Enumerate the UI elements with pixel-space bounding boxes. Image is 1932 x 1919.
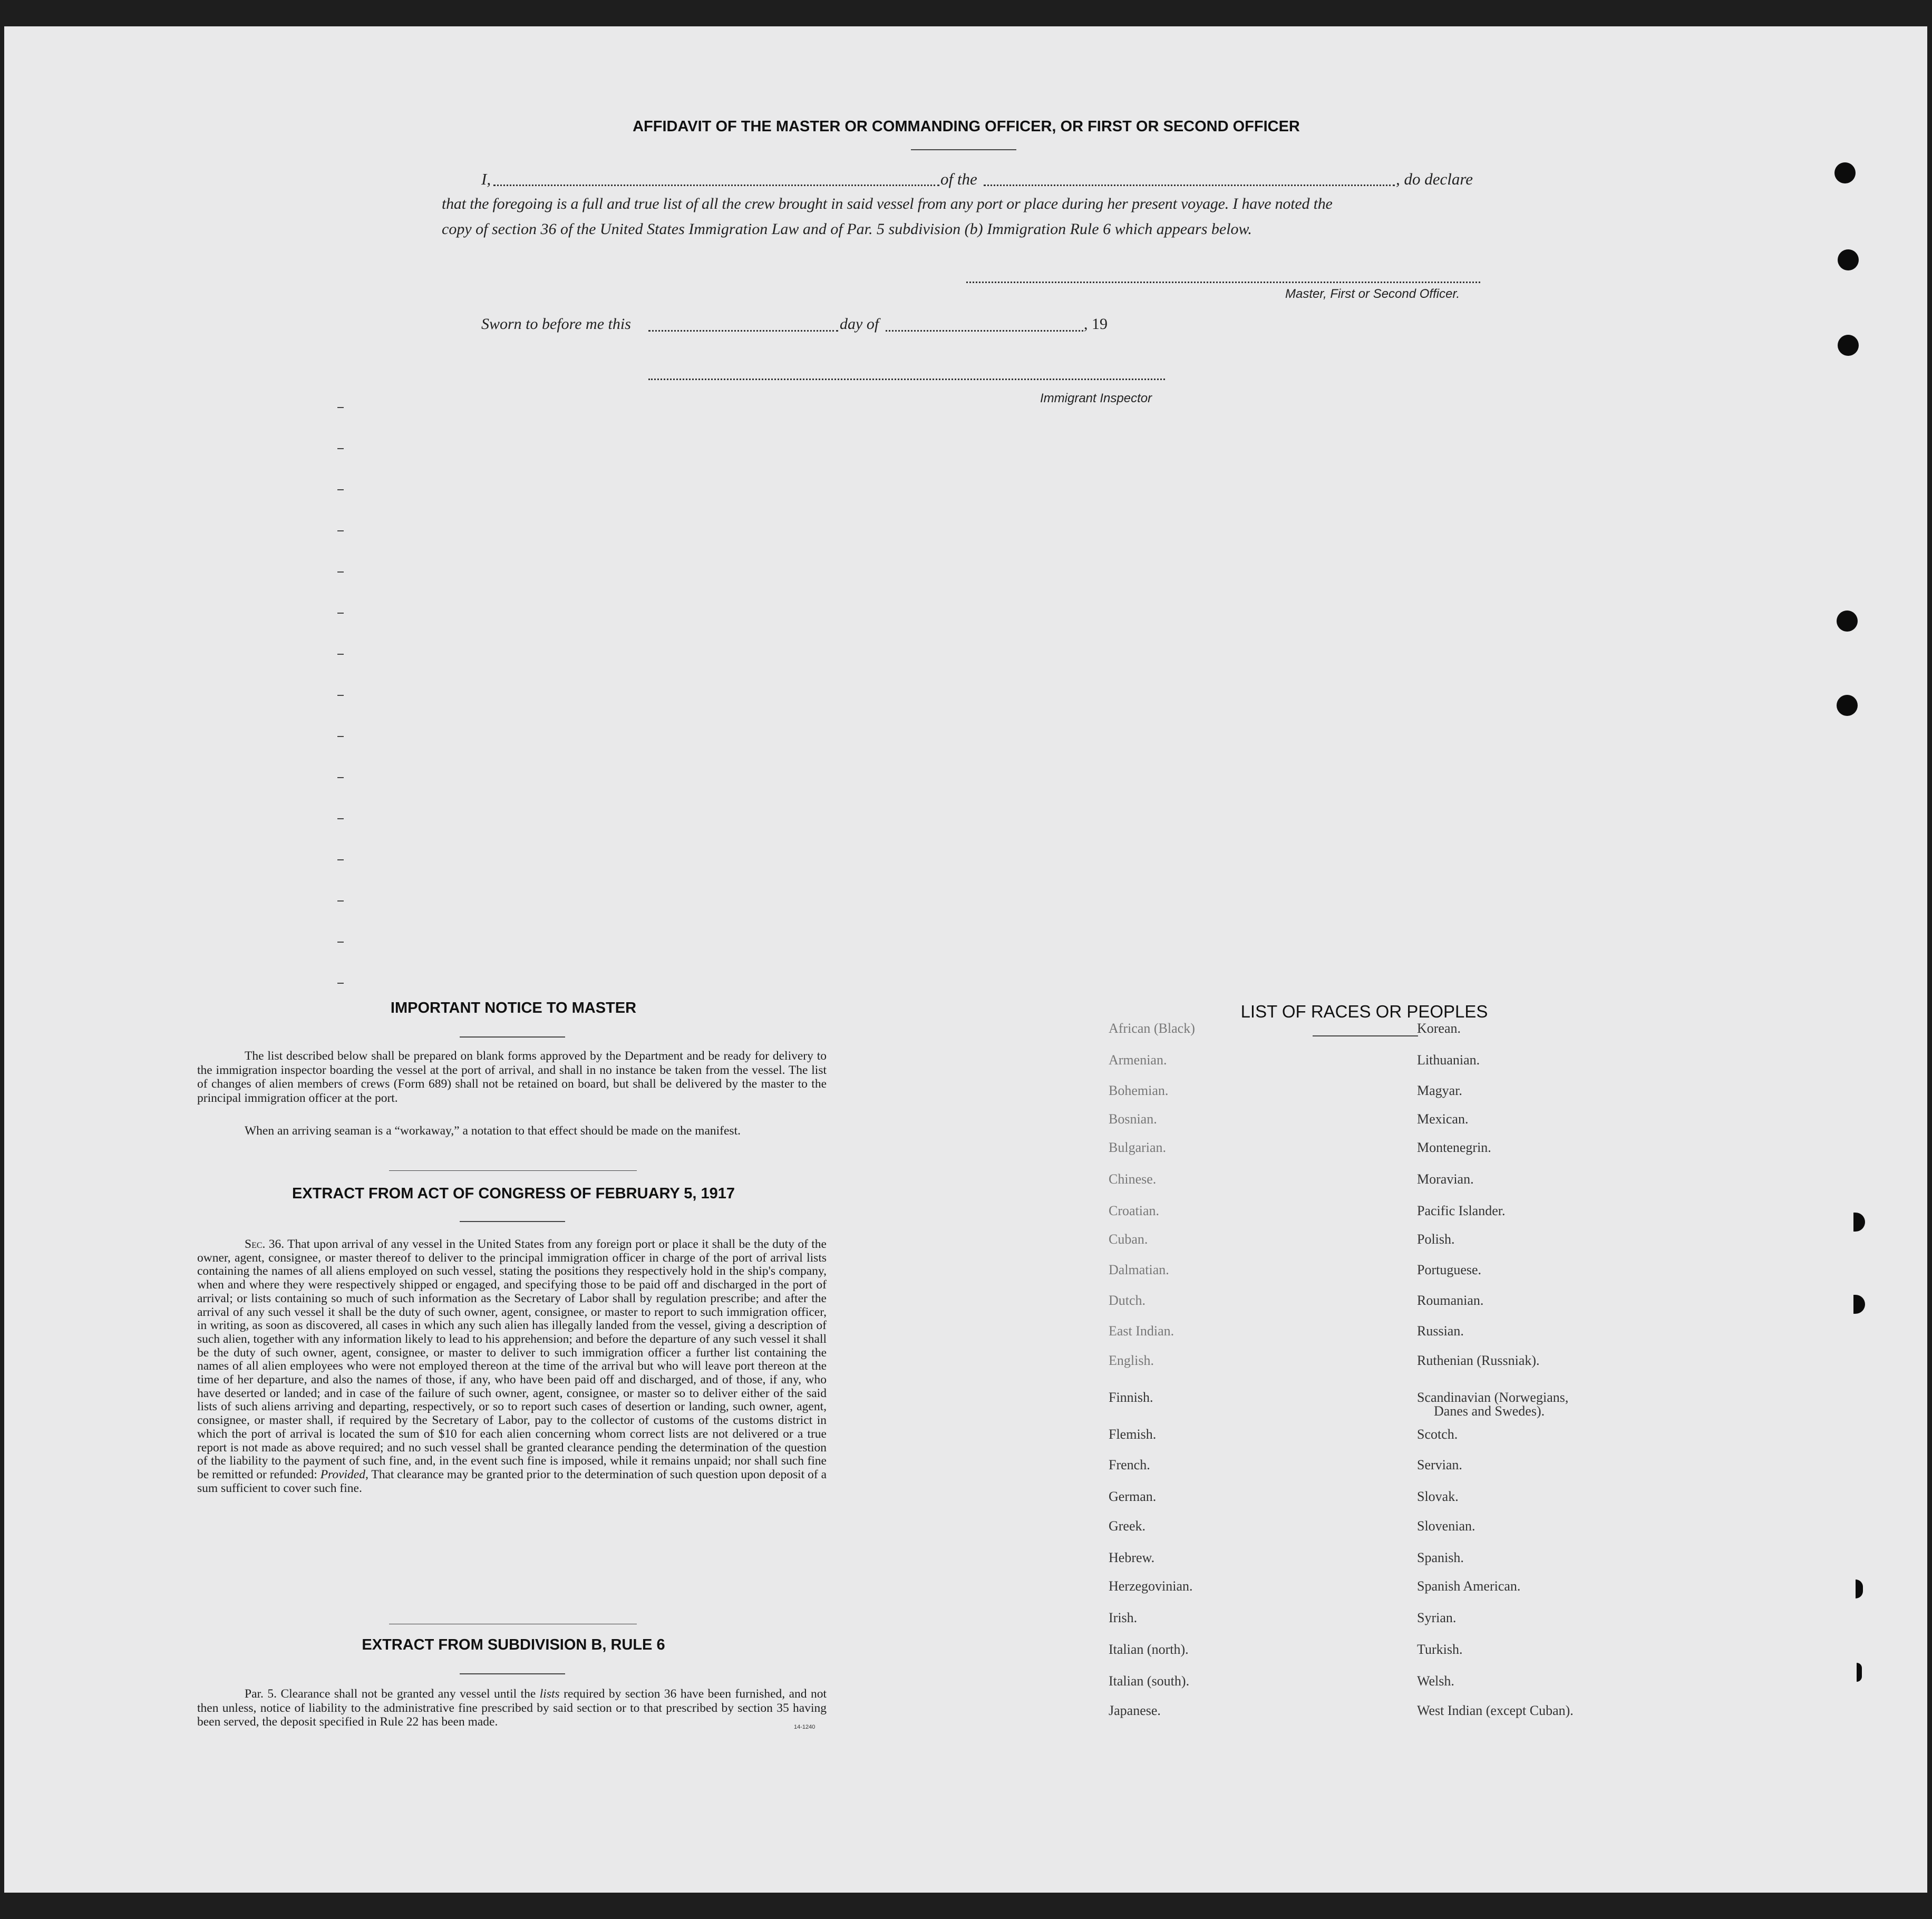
race-item: Bosnian.: [1109, 1111, 1157, 1127]
races-title: LIST OF RACES OR PEOPLES: [1240, 1002, 1488, 1021]
binder-hole: [1837, 695, 1858, 716]
binder-hole: [1837, 610, 1858, 632]
race-item: Italian (north).: [1109, 1642, 1189, 1657]
affidavit-title: AFFIDAVIT OF THE MASTER OR COMMANDING OFFICER, OR FIRST OR SECOND OFFICER: [633, 118, 1300, 135]
margin-tick: [337, 407, 344, 408]
race-item: Slovenian.: [1417, 1518, 1475, 1534]
race-item: Montenegrin.: [1417, 1140, 1491, 1155]
notice-paragraph-1: The list described below shall be prepared on blank forms approved by the Department and be ready for delivery to the immigration inspector boarding the vessel at the port of arrival, and shall in no instance be taken from the vessel. The list of changes of alien members of crews (Form 689) shall not be retained on board, but shall be delivered by the master to the principal immigration officer at the port.: [197, 1049, 827, 1105]
margin-tick: [337, 613, 344, 614]
margin-tick: [337, 489, 344, 490]
rule-extract-divider: [460, 1673, 565, 1674]
binder-hole-edge: [1857, 1663, 1862, 1682]
race-item: Japanese.: [1109, 1703, 1161, 1718]
margin-tick: [337, 571, 344, 573]
race-item: Scotch.: [1417, 1427, 1458, 1442]
inspector-signature-line: [648, 379, 1165, 380]
binder-hole: [1838, 335, 1859, 356]
form-number: 14-1240: [794, 1724, 815, 1730]
race-item-continuation: Danes and Swedes).: [1434, 1403, 1545, 1419]
year-prefix: , 19: [1084, 315, 1108, 333]
rule-text-part-1: Par. 5. Clearance shall not be granted any vessel until the: [245, 1687, 536, 1701]
race-item: Irish.: [1109, 1610, 1138, 1625]
rule-extract-title: EXTRACT FROM SUBDIVISION B, RULE 6: [362, 1636, 665, 1653]
lists-word: lists: [539, 1687, 560, 1701]
binder-hole-edge: [1853, 1213, 1865, 1232]
master-signature-line: [966, 282, 1480, 283]
notice-paragraph-2: When an arriving seaman is a “workaway,” a notation to that effect should be made on the manifest.: [245, 1124, 741, 1138]
margin-tick: [337, 942, 344, 943]
rule-extract-text: [197, 1687, 827, 1729]
margin-tick: [337, 695, 344, 696]
act-text-part-1: That upon arrival of any vessel in the United States from any foreign port or place it shall be the duty of the owner, agent, consignee, or master thereof to deliver to the principal immigration officer in charge of the port of arrival lists containing the names of all aliens employed on such vessel, stating the positions they respectively hold in the ship's company, when and where they were respectively shipped or engaged, and specifying those to be paid off and discharged in the port of arrival; or lists containing so much of such information as the Secretary of Labor shall by regulation prescribe; and after the arrival of any such vessel it shall be the duty of such owner, agent, consignee, or master to report to such immigration officer, in writing, as soon as discovered, all cases in which any such alien has illegally landed from the vessel, giving a description of such alien, together with any information likely to lead to his apprehension; and before the departure of any such vessel it shall be the duty of such owner, agent, consignee, or master to deliver to such immigration officer a further list containing the names of all alien employees who were not employed thereon at the time of the arrival but who will leave port thereon at the time of her departure, and also the names of those, if any, who have been paid off and discharged, and of those, if any, who have deserted or landed; and in case of the failure of such owner, agent, consignee, or master so to deliver either of the said lists of such aliens arriving and departing, respectively, or so to report such cases of desertion or landing, such owner, agent, consignee, or master shall, if required by the Secretary of Labor, pay to the collector of customs of the customs district in which the port of arrival is located the sum of $10 for each alien concerning whom correct lists are not delivered or a true report is not made as above required; and no such vessel shall be granted clearance pending the determination of the question of the liability to the payment of such fine, and, in the event such fine is imposed, while it remains unpaid; nor shall such fine be remitted or refunded:: [197, 1237, 827, 1481]
sworn-day-blank-line: [648, 330, 838, 332]
margin-tick: [337, 983, 344, 984]
race-item: Herzegovinian.: [1109, 1578, 1193, 1594]
race-item: Welsh.: [1417, 1673, 1454, 1689]
act-text-part-2: That clearance may be granted prior to the determination of such question upon deposit of a sum sufficient to cover such fine.: [197, 1467, 827, 1495]
race-item: Pacific Islander.: [1417, 1203, 1506, 1218]
vessel-blank-line: [984, 185, 1395, 186]
race-item: Lithuanian.: [1417, 1052, 1480, 1068]
race-item: West Indian (except Cuban).: [1417, 1703, 1574, 1718]
rule-text-part-2: required by section 36 have been furnished, and not then unless, notice of liability to the administrative fine prescribed by said section or to that prescribed by section 35 having been served, the deposit specified in Rule 22 has been made.: [197, 1687, 827, 1729]
race-item: Finnish.: [1109, 1390, 1153, 1405]
race-item: Flemish.: [1109, 1427, 1157, 1442]
affidavit-line-3: copy of section 36 of the United States Immigration Law and of Par. 5 subdivision (b) Immigration Rule 6 which appears below.: [442, 220, 1252, 238]
master-signature-caption: Master, First or Second Officer.: [1285, 287, 1460, 301]
affidavit-of-the-label: of the: [940, 170, 977, 188]
race-item: Italian (south).: [1109, 1673, 1190, 1689]
race-item: Dutch.: [1109, 1293, 1146, 1308]
race-item: Russian.: [1417, 1323, 1464, 1339]
race-item: Cuban.: [1109, 1232, 1148, 1247]
race-item: Slovak.: [1417, 1489, 1459, 1504]
race-item: Turkish.: [1417, 1642, 1463, 1657]
title-divider: [911, 149, 1016, 150]
race-item: Roumanian.: [1417, 1293, 1484, 1308]
margin-tick: [337, 736, 344, 737]
race-item: Spanish.: [1417, 1550, 1464, 1565]
sworn-month-blank-line: [886, 330, 1083, 332]
race-item: Hebrew.: [1109, 1550, 1155, 1565]
race-item: English.: [1109, 1353, 1154, 1368]
margin-tick: [337, 818, 344, 819]
day-of-label: day of: [840, 315, 879, 333]
binder-hole: [1834, 162, 1856, 183]
race-item: Dalmatian.: [1109, 1262, 1169, 1277]
binder-hole: [1838, 249, 1859, 270]
act-extract-text: [197, 1238, 827, 1495]
race-item: Servian.: [1417, 1457, 1462, 1472]
act-extract-title: EXTRACT FROM ACT OF CONGRESS OF FEBRUARY 5, 1917: [292, 1185, 735, 1202]
margin-tick: [337, 777, 344, 778]
race-item: Bulgarian.: [1109, 1140, 1167, 1155]
race-item: Croatian.: [1109, 1203, 1160, 1218]
sworn-label: Sworn to before me this: [481, 315, 631, 333]
act-extract-divider: [460, 1221, 565, 1222]
race-item: Portuguese.: [1417, 1262, 1482, 1277]
affidavit-do-declare: , do declare: [1396, 170, 1473, 188]
document-page: [4, 26, 1927, 1893]
name-blank-line: [493, 185, 939, 186]
race-item: Ruthenian (Russniak).: [1417, 1353, 1540, 1368]
race-item: Korean.: [1417, 1021, 1461, 1036]
notice-title: IMPORTANT NOTICE TO MASTER: [390, 1000, 637, 1016]
race-item: Magyar.: [1417, 1083, 1462, 1098]
race-item: Syrian.: [1417, 1610, 1457, 1625]
margin-tick: [337, 448, 344, 449]
section-label: Sec. 36.: [245, 1237, 285, 1251]
notice-divider: [460, 1036, 565, 1038]
margin-tick: [337, 654, 344, 655]
race-item: Bohemian.: [1109, 1083, 1169, 1098]
margin-tick: [337, 900, 344, 902]
race-item: Moravian.: [1417, 1171, 1474, 1187]
races-divider: [1313, 1035, 1418, 1036]
affidavit-line-2: that the foregoing is a full and true list of all the crew brought in said vessel from any port or place during her present voyage. I have noted the: [442, 195, 1333, 212]
binder-hole-edge: [1853, 1295, 1865, 1314]
race-item: Polish.: [1417, 1232, 1455, 1247]
provided-word: Provided,: [320, 1467, 368, 1481]
inspector-caption: Immigrant Inspector: [1040, 391, 1152, 405]
race-item: Greek.: [1109, 1518, 1146, 1534]
race-item: East Indian.: [1109, 1323, 1174, 1339]
margin-tick: [337, 859, 344, 860]
race-item: German.: [1109, 1489, 1157, 1504]
affidavit-i-label: I,: [481, 170, 491, 188]
race-item: African (Black): [1109, 1021, 1195, 1036]
race-item: Armenian.: [1109, 1052, 1167, 1068]
race-item: Mexican.: [1417, 1111, 1469, 1127]
notice-end-divider: [389, 1170, 637, 1171]
race-item: Spanish American.: [1417, 1578, 1521, 1594]
race-item: French.: [1109, 1457, 1150, 1472]
race-item: Chinese.: [1109, 1171, 1157, 1187]
race-item: Scandinavian (Norwegians,: [1417, 1390, 1569, 1405]
binder-hole-edge: [1856, 1579, 1863, 1598]
margin-tick: [337, 530, 344, 531]
